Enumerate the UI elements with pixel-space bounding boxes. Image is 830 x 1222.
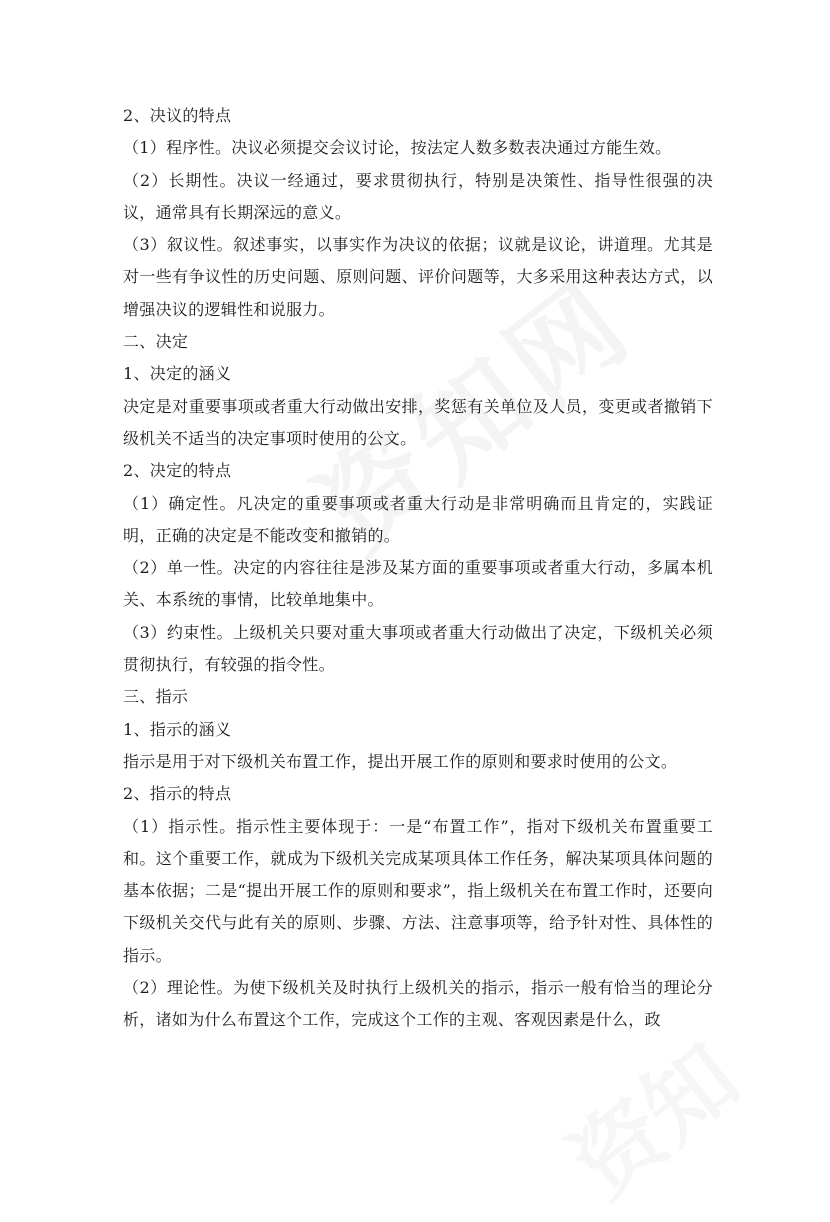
paragraph-procedural: （1）程序性。决议必须提交会议讨论，按法定人数多数表决通过方能生效。 — [123, 138, 672, 158]
section-heading-decision-meaning: 1、决定的涵义 — [123, 364, 232, 384]
section-heading-directive-meaning: 1、指示的涵义 — [123, 719, 232, 739]
chapter-heading-directive: 三、指示 — [123, 687, 189, 707]
paragraph-singularity: （2）单一性。决定的内容往往是涉及某方面的重要事项或者重大行动，多属本机关、本系统的事情，比较单地集中。 — [123, 558, 713, 610]
section-heading-features: 2、决议的特点 — [123, 106, 232, 125]
chapter-heading-decision: 二、决定 — [123, 332, 189, 352]
watermark-2 — [539, 1008, 761, 1221]
section-heading-directive-features: 2、指示的特点 — [123, 784, 232, 804]
paragraph-directiveness: （1）指示性。指示性主要体现于：一是“布置工作”，指对下级机关布置重要工和。这个重要工作，就成为下级机关完成某项具体工作任务，解决某项具体问题的基本依据；二是“提出开展工作的原则和要求”，指上级机关在布置工作时，还要向下级机关交代与此有关的原则、步骤、方法、注意事项等，给予针对性、具体性的指示。 — [123, 816, 713, 965]
paragraph-decision-meaning: 决定是对重要事项或者重大行动做出安排，奖惩有关单位及人员，变更或者撤销下级机关不适当的决定事项时使用的公文。 — [123, 396, 713, 448]
paragraph-certainty: （1）确定性。凡决定的重要事项或者重大行动是非常明确而且肯定的，实践证明，正确的决定是不能改变和撤销的。 — [123, 493, 713, 545]
paragraph-narrative: （3）叙议性。叙述事实，以事实作为决议的依据；议就是议论，讲道理。尤其是对一些有争议性的历史问题、原则问题、评价问题等，大多采用这种表达方式，以增强决议的逻辑性和说服力。 — [123, 235, 713, 319]
paragraph-long-term: （2）长期性。决议一经通过，要求贯彻执行，特别是决策性、指导性很强的决议，通常具有长期深远的意义。 — [123, 170, 713, 222]
paragraph-theoretical: （2）理论性。为使下级机关及时执行上级机关的指示，指示一般有恰当的理论分析，诸如为什么布置这个工作，完成这个工作的主观、客观因素是什么，政 — [123, 978, 713, 1030]
paragraph-binding: （3）约束性。上级机关只要对重大事项或者重大行动做出了决定，下级机关必须贯彻执行，有较强的指令性。 — [123, 622, 713, 675]
document-body — [123, 100, 713, 1037]
section-heading-decision-features: 2、决定的特点 — [123, 461, 232, 481]
paragraph-directive-meaning: 指示是用于对下级机关布置工作，提出开展工作的原则和要求时使用的公文。 — [123, 751, 678, 771]
